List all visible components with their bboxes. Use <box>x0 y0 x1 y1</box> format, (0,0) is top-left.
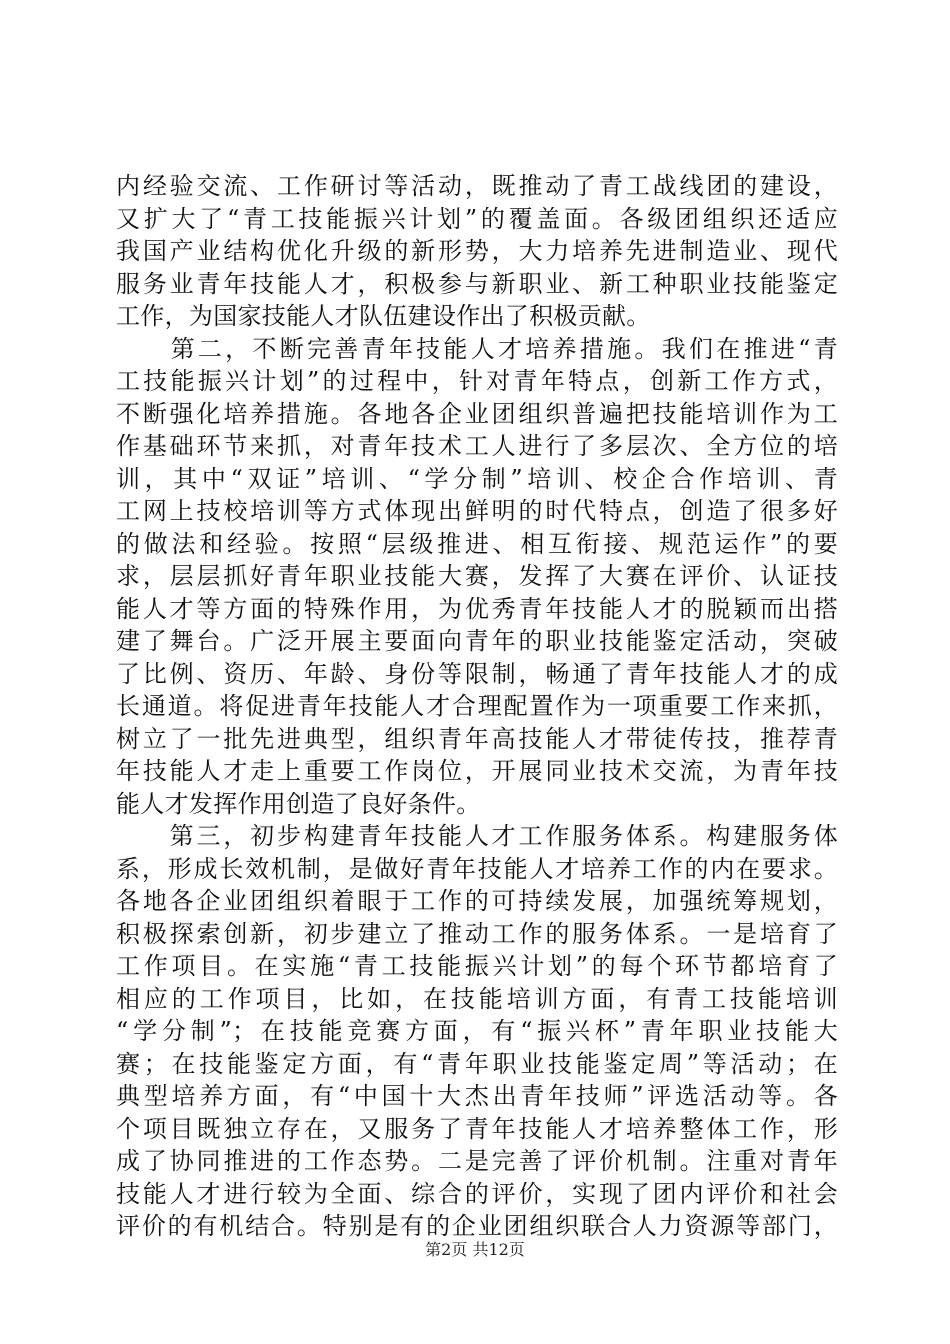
text-line: 的做法和经验。按照“层级推进、相互衔接、规范运作”的要 <box>116 529 838 558</box>
text-line: 系，形成长效机制，是做好青年技能人才培养工作的内在要求。 <box>116 854 838 883</box>
text-line: 年技能人才走上重要工作岗位，开展同业技术交流，为青年技 <box>116 757 838 785</box>
text-line: 第三，初步构建青年技能人才工作服务体系。构建服务体 <box>116 822 838 850</box>
text-line: 我国产业结构优化升级的新形势，大力培养先进制造业、现代 <box>116 237 838 265</box>
text-line: 求，层层抓好青年职业技能大赛，发挥了大赛在评价、认证技 <box>116 562 838 590</box>
text-line: 训，其中“双证”培训、“学分制”培训、校企合作培训、青 <box>116 464 838 493</box>
text-line: 赛；在技能鉴定方面，有“青年职业技能鉴定周”等活动；在 <box>116 1049 838 1078</box>
text-line: 工作，为国家技能人才队伍建设作出了积极贡献。 <box>116 302 651 330</box>
page-footer: 第2页 共12页 <box>425 1240 525 1259</box>
text-line: 建了舞台。广泛开展主要面向青年的职业技能鉴定活动，突破 <box>116 627 838 655</box>
document-body <box>116 170 838 1243</box>
text-line: 长通道。将促进青年技能人才合理配置作为一项重要工作来抓， <box>116 692 838 720</box>
text-line: 第二，不断完善青年技能人才培养措施。我们在推进“青 <box>116 334 838 363</box>
text-line: 各地各企业团组织着眼于工作的可持续发展，加强统筹规划， <box>116 887 838 915</box>
text-line: 工作项目。在实施“青工技能振兴计划”的每个环节都培育了 <box>116 952 838 980</box>
text-line: 成了协同推进的工作态势。二是完善了评价机制。注重对青年 <box>116 1147 838 1175</box>
text-line: 个项目既独立存在，又服务了青年技能人才培养整体工作，形 <box>116 1114 838 1143</box>
text-line: 服务业青年技能人才，积极参与新职业、新工种职业技能鉴定 <box>116 269 838 298</box>
text-line: 评价的有机结合。特别是有的企业团组织联合人力资源等部门， <box>116 1212 838 1240</box>
text-line: 典型培养方面，有“中国十大杰出青年技师”评选活动等。各 <box>116 1082 838 1110</box>
text-line: 又扩大了“青工技能振兴计划”的覆盖面。各级团组织还适应 <box>116 204 838 233</box>
text-line: 了比例、资历、年龄、身份等限制，畅通了青年技能人才的成 <box>116 659 838 688</box>
text-line: 工网上技校培训等方式体现出鲜明的时代特点，创造了很多好 <box>116 497 838 525</box>
text-line: 技能人才进行较为全面、综合的评价，实现了团内评价和社会 <box>116 1179 838 1208</box>
text-line: 树立了一批先进典型，组织青年高技能人才带徒传技，推荐青 <box>116 724 838 753</box>
text-line: 作基础环节来抓，对青年技术工人进行了多层次、全方位的培 <box>116 432 838 460</box>
text-line: 相应的工作项目，比如，在技能培训方面，有青工技能培训 <box>116 984 838 1013</box>
text-line: “学分制”；在技能竞赛方面，有“振兴杯”青年职业技能大 <box>116 1017 838 1045</box>
text-line: 能人才发挥作用创造了良好条件。 <box>116 789 481 818</box>
text-line: 能人才等方面的特殊作用，为优秀青年技能人才的脱颖而出搭 <box>116 594 838 623</box>
text-line: 工技能振兴计划”的过程中，针对青年特点，创新工作方式， <box>116 367 838 395</box>
text-line: 内经验交流、工作研讨等活动，既推动了青工战线团的建设， <box>116 172 838 200</box>
text-line: 积极探索创新，初步建立了推动工作的服务体系。一是培育了 <box>116 919 838 948</box>
text-line: 不断强化培养措施。各地各企业团组织普遍把技能培训作为工 <box>116 399 838 428</box>
